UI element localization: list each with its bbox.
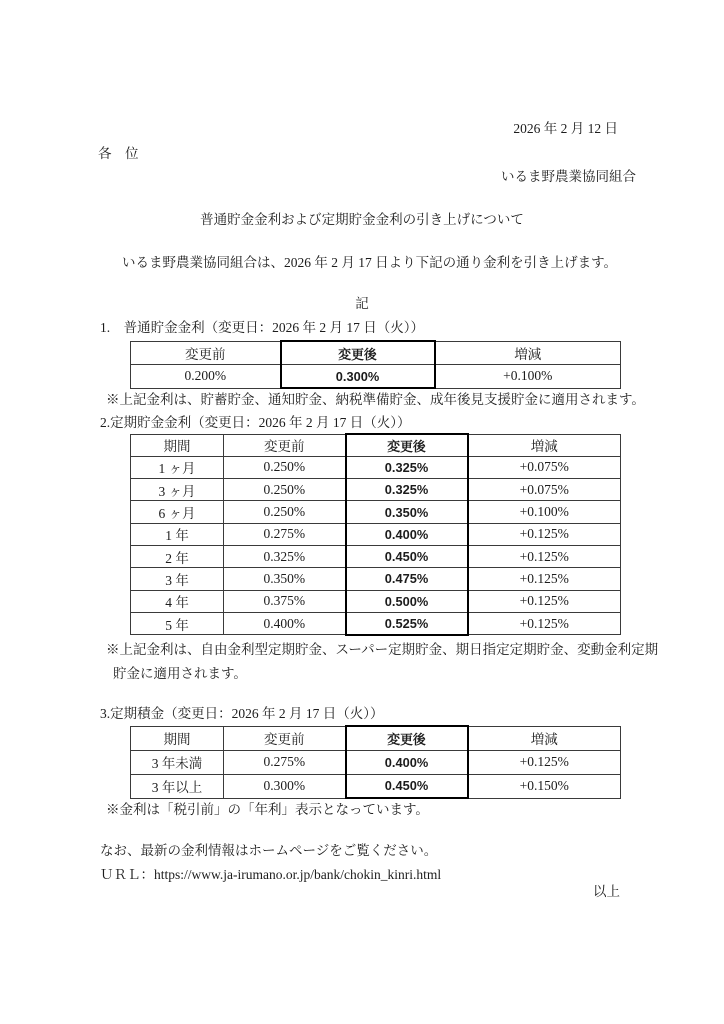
table-cell: 0.475% bbox=[346, 568, 468, 590]
table-header-cell: 増減 bbox=[435, 341, 621, 365]
table-cell: 0.250% bbox=[224, 456, 346, 478]
table-row bbox=[131, 774, 621, 798]
intro-paragraph: いるま野農業協同組合は、2026 年 2 月 17 日より下記の通り金利を引き上げます。 bbox=[122, 255, 618, 270]
table-cell: 0.450% bbox=[346, 545, 468, 567]
table-cell: +0.125% bbox=[468, 750, 621, 774]
table-header-cell: 変更後 bbox=[346, 726, 468, 750]
table-cell: +0.125% bbox=[468, 523, 621, 545]
table-cell: 3 年未満 bbox=[131, 750, 224, 774]
table-header-cell: 変更後 bbox=[281, 341, 435, 365]
table-cell: 1 ヶ月 bbox=[131, 456, 224, 478]
section1-note: ※上記金利は、貯蓄貯金、通知貯金、納税準備貯金、成年後見支援貯金に適用されます。 bbox=[106, 392, 645, 407]
section3-note: ※金利は「税引前」の「年利」表示となっています。 bbox=[106, 802, 429, 817]
table-cell: 0.400% bbox=[224, 612, 346, 634]
section3-heading: 3.定期積金（変更日：2026 年 2 月 17 日（火）） bbox=[100, 706, 384, 721]
table-cell: +0.100% bbox=[468, 501, 621, 523]
table-cell: 0.350% bbox=[224, 568, 346, 590]
table-row bbox=[131, 456, 621, 478]
table-header-cell: 増減 bbox=[468, 434, 621, 456]
table-row bbox=[131, 501, 621, 523]
table-cell: 0.450% bbox=[346, 774, 468, 798]
homepage-note: なお、最新の金利情報はホームページをご覧ください。 bbox=[100, 843, 438, 858]
table-header-cell: 変更前 bbox=[224, 434, 346, 456]
table-header-cell: 変更前 bbox=[224, 726, 346, 750]
url-line bbox=[100, 866, 441, 884]
table-cell: 3 年以上 bbox=[131, 774, 224, 798]
table-cell: 5 年 bbox=[131, 612, 224, 634]
table-header-cell: 増減 bbox=[468, 726, 621, 750]
table-row bbox=[131, 590, 621, 612]
url-label: ＵＲＬ： bbox=[100, 867, 154, 882]
table-row bbox=[131, 750, 621, 774]
document-date: 2026 年 2 月 12 日 bbox=[513, 121, 618, 136]
organization-name: いるま野農業協同組合 bbox=[501, 169, 636, 184]
table-cell: 0.300% bbox=[281, 365, 435, 389]
addressee: 各 位 bbox=[98, 146, 139, 161]
table-header-cell: 変更前 bbox=[131, 341, 281, 365]
url-text: https://www.ja-irumano.or.jp/bank/chokin_kinri.html bbox=[154, 867, 442, 882]
table-cell: +0.125% bbox=[468, 545, 621, 567]
table-cell: 0.525% bbox=[346, 612, 468, 634]
end-mark: 以上 bbox=[593, 884, 620, 899]
table-row bbox=[131, 523, 621, 545]
table-cell: 0.350% bbox=[346, 501, 468, 523]
table-row bbox=[131, 612, 621, 634]
section2-heading: 2.定期貯金金利（変更日：2026 年 2 月 17 日（火）） bbox=[100, 415, 411, 430]
table-cell: 1 年 bbox=[131, 523, 224, 545]
table-row bbox=[131, 568, 621, 590]
table-header-cell: 変更後 bbox=[346, 434, 468, 456]
table-cell: 0.400% bbox=[346, 750, 468, 774]
table-cell: 0.300% bbox=[224, 774, 346, 798]
table-cell: +0.075% bbox=[468, 479, 621, 501]
table-cell: 0.500% bbox=[346, 590, 468, 612]
document-title: 普通貯金金利および定期貯金金利の引き上げについて bbox=[200, 212, 524, 227]
table-cell: +0.125% bbox=[468, 612, 621, 634]
table-header-cell: 期間 bbox=[131, 434, 224, 456]
table-cell: 3 ヶ月 bbox=[131, 479, 224, 501]
section2-note-line2: 貯金に適用されます。 bbox=[113, 666, 247, 681]
table-cell: +0.125% bbox=[468, 590, 621, 612]
table-cell: 0.375% bbox=[224, 590, 346, 612]
record-mark: 記 bbox=[355, 296, 369, 311]
table-cell: 0.325% bbox=[346, 479, 468, 501]
time-deposit-rate-table bbox=[130, 433, 621, 636]
table-cell: 0.275% bbox=[224, 750, 346, 774]
table-header-cell: 期間 bbox=[131, 726, 224, 750]
table-cell: 0.200% bbox=[131, 365, 281, 389]
table-cell: 3 年 bbox=[131, 568, 224, 590]
ordinary-savings-rate-table bbox=[130, 340, 621, 389]
installment-savings-rate-table bbox=[130, 725, 621, 799]
table-cell: +0.075% bbox=[468, 456, 621, 478]
table-cell: 2 年 bbox=[131, 545, 224, 567]
table-cell: 4 年 bbox=[131, 590, 224, 612]
table-cell: +0.150% bbox=[468, 774, 621, 798]
table-cell: 0.250% bbox=[224, 479, 346, 501]
table-cell: 0.325% bbox=[346, 456, 468, 478]
table-cell: 0.325% bbox=[224, 545, 346, 567]
table-cell: 0.275% bbox=[224, 523, 346, 545]
table-cell: +0.100% bbox=[435, 365, 621, 389]
table-row bbox=[131, 545, 621, 567]
section2-note-line1: ※上記金利は、自由金利型定期貯金、スーパー定期貯金、期日指定定期貯金、変動金利定期 bbox=[106, 642, 659, 657]
table-cell: 6 ヶ月 bbox=[131, 501, 224, 523]
section1-heading: 1. 普通貯金金利（変更日：2026 年 2 月 17 日（火）） bbox=[100, 320, 424, 335]
table-cell: +0.125% bbox=[468, 568, 621, 590]
table-cell: 0.250% bbox=[224, 501, 346, 523]
table-row bbox=[131, 479, 621, 501]
table-cell: 0.400% bbox=[346, 523, 468, 545]
table-row bbox=[131, 365, 621, 389]
